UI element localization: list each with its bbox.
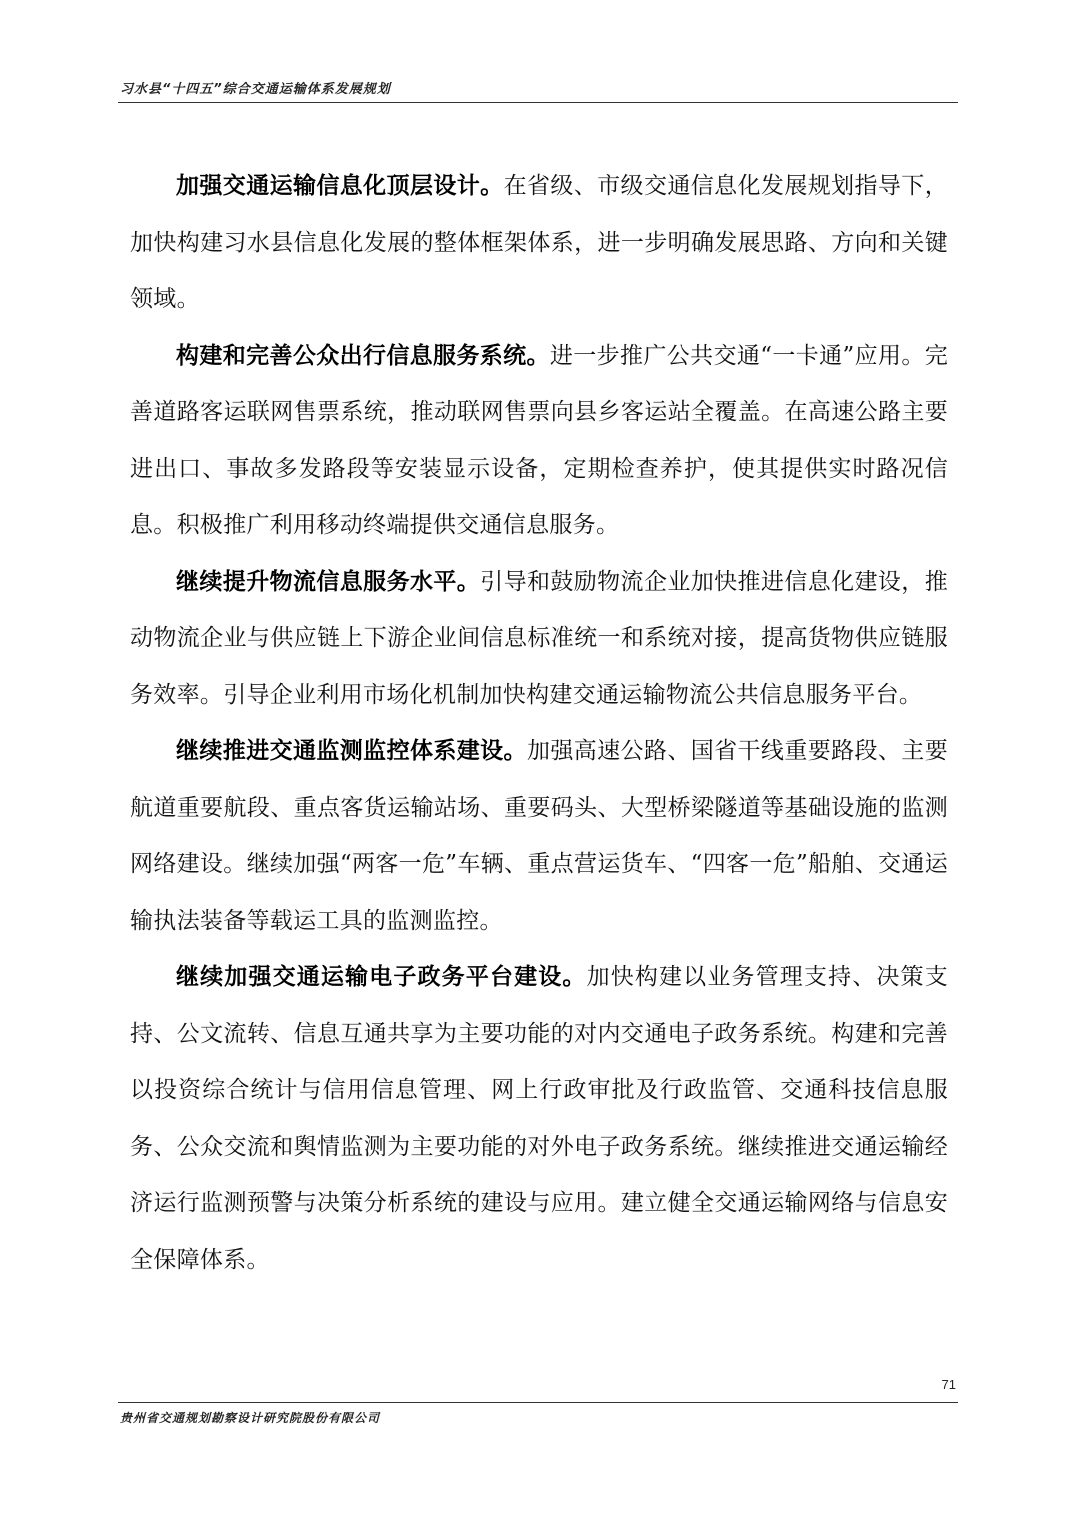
paragraph-body: 进一步推广公共交通“一卡通”应用。完善道路客运联网售票系统，推动联网售票向县乡客运站全覆盖。在高速公路主要进出口、事故多发路段等安装显示设备，定期检查养护，使其提供实时路况信息。积极推广利用移动终端提供交通信息服务。 (130, 342, 948, 538)
page-header (118, 78, 958, 103)
paragraph-public-travel-info (130, 328, 948, 554)
paragraph-logistics-info (130, 554, 948, 724)
paragraph-lead: 加强交通运输信息化顶层设计。 (176, 172, 504, 199)
paragraph-info-top-level-design (130, 158, 948, 328)
paragraph-lead: 构建和完善公众出行信息服务系统。 (176, 341, 550, 369)
paragraph-traffic-monitoring (130, 723, 948, 949)
page-number: 71 (941, 1377, 956, 1392)
paragraph-body: 加强高速公路、国省干线重要路段、主要航道重要航段、重点客货运输站场、重要码头、大型桥梁隧道等基础设施的监测网络建设。继续加强“两客一危”车辆、重点营运货车、“四客一危”船舶、交通运输执法装备等载运工具的监测监控。 (130, 738, 948, 934)
paragraph-lead: 继续加强交通运输电子政务平台建设。 (176, 963, 587, 990)
paragraph-body: 在省级、市级交通信息化发展规划指导下，加快构建习水县信息化发展的整体框架体系，进一步明确发展思路、方向和关键领域。 (130, 173, 949, 312)
document-body (130, 158, 948, 1288)
paragraph-body: 加快构建以业务管理支持、决策支持、公文流转、信息互通共享为主要功能的对内交通电子政务系统。构建和完善以投资综合统计与信用信息管理、网上行政审批及行政监管、交通科技信息服务、公众交流和舆情监测为主要功能的对外电子政务系统。继续推进交通运输经济运行监测预警与决策分析系统的建设与应用。建立健全交通运输网络与信息安全保障体系。 (130, 964, 948, 1273)
paragraph-lead: 继续提升物流信息服务水平。 (176, 567, 481, 595)
paragraph-lead: 继续推进交通监测监控体系建设。 (176, 737, 527, 764)
footer-organization: 贵州省交通规划勘察设计研究院股份有限公司 (120, 1411, 381, 1425)
paragraph-e-government (130, 949, 948, 1288)
paragraph-body: 引导和鼓励物流企业加快推进信息化建设，推动物流企业与供应链上下游企业间信息标准统一和系统对接，提高货物供应链服务效率。引导企业利用市场化机制加快构建交通运输物流公共信息服务平台。 (130, 568, 949, 708)
page-footer (118, 1377, 958, 1425)
header-title: 习水县“十四五”综合交通运输体系发展规划 (120, 82, 391, 97)
